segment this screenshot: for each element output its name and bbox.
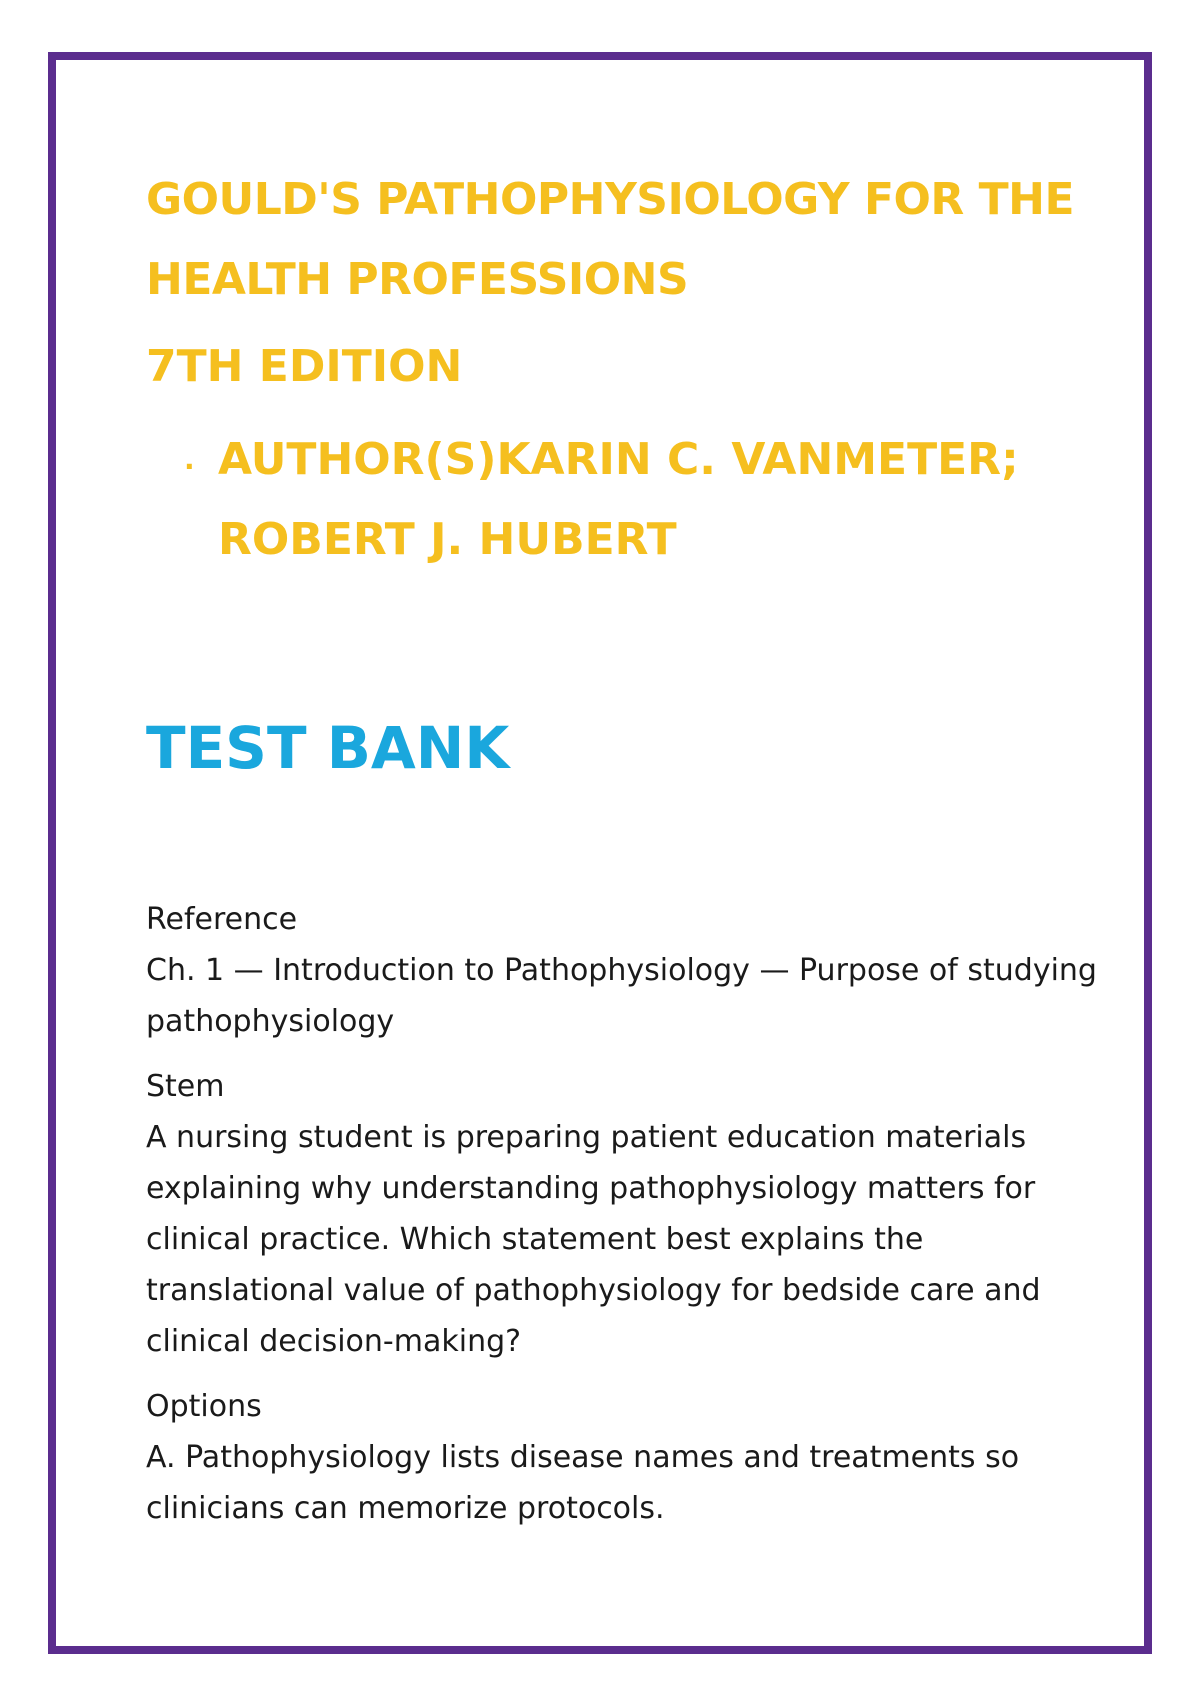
author-list	[146, 420, 1106, 580]
authors-text: AUTHOR(S)KARIN C. VANMETER; ROBERT J. HUBERT	[218, 434, 1019, 565]
document-page-frame	[48, 52, 1152, 1654]
section-spacer	[146, 1367, 1106, 1381]
author-list-item	[146, 420, 1106, 580]
stem-label: Stem	[146, 1069, 225, 1104]
section-spacer	[146, 1047, 1106, 1061]
options-label: Options	[146, 1389, 262, 1424]
book-edition: 7TH EDITION	[146, 341, 463, 392]
document-content	[146, 160, 1106, 1534]
reference-text: Ch. 1 — Introduction to Pathophysiology — Purpose of studying pathophysiology	[146, 953, 1097, 1039]
stem-text: A nursing student is preparing patient education materials explaining why understanding pathophysiology matters for clinical practice. Which statement best explains the translational value of pathophysiology for bedside care and clinical decision-making?	[146, 1120, 1041, 1359]
book-title: GOULD'S PATHOPHYSIOLOGY FOR THE HEALTH PROFESSIONS	[146, 174, 1075, 305]
question-body	[146, 894, 1106, 1534]
bullet-icon: .	[184, 443, 195, 476]
test-bank-heading: TEST BANK	[146, 714, 510, 782]
option-a: A. Pathophysiology lists disease names and treatments so clinicians can memorize protocols.	[146, 1440, 1020, 1526]
reference-label: Reference	[146, 902, 298, 937]
